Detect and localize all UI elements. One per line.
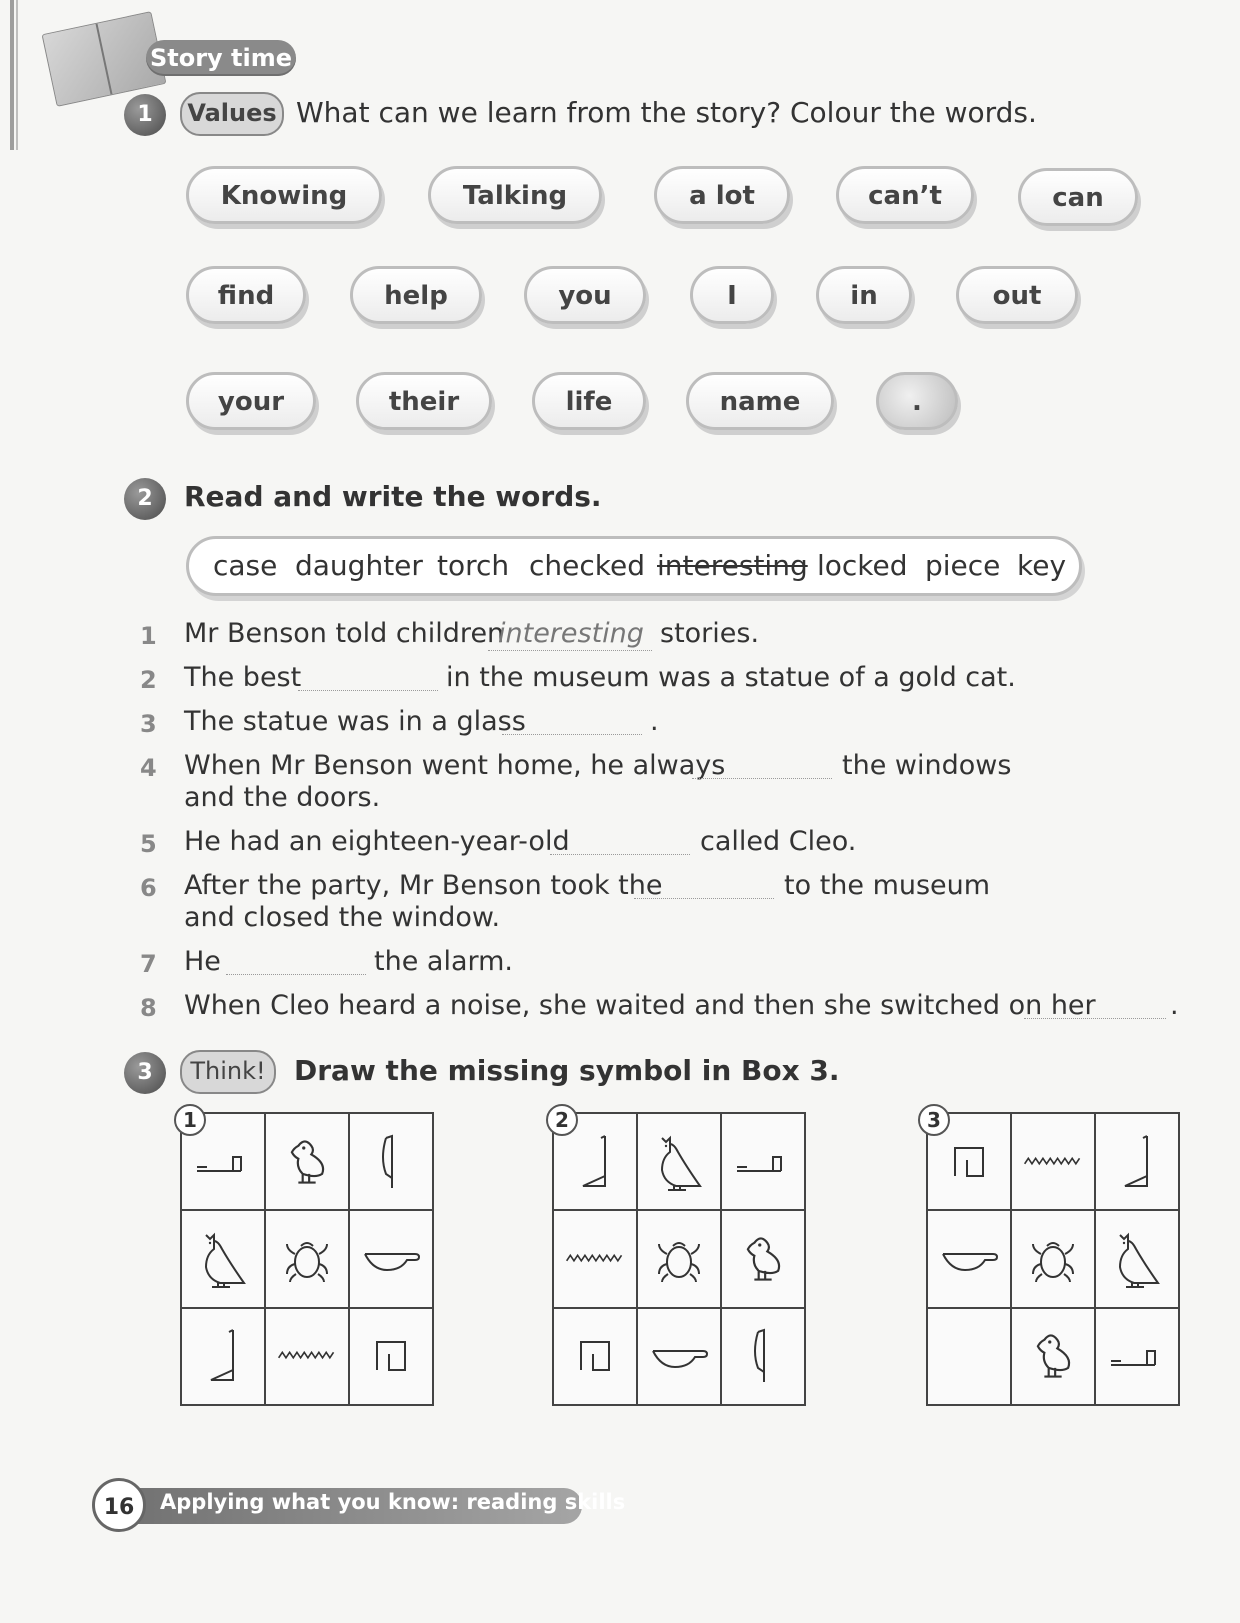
reed-symbol-icon	[349, 1113, 433, 1210]
example-answer: interesting	[498, 618, 644, 649]
sentence-number: 3	[140, 710, 157, 738]
box-word-crossed-out: interesting	[657, 549, 808, 582]
word-bubble[interactable]: your	[186, 372, 316, 430]
sentence-number: 7	[140, 950, 157, 978]
word-bubble[interactable]: find	[186, 266, 306, 324]
sentence-number: 5	[140, 830, 157, 858]
box-word: locked	[817, 549, 908, 582]
sentence-text: The best	[184, 662, 302, 693]
word-bubble[interactable]: name	[686, 372, 834, 430]
leg-symbol-icon	[1095, 1113, 1179, 1210]
sentence-text: stories.	[660, 618, 760, 649]
sentence-text: When Mr Benson went home, he always	[184, 750, 726, 781]
exercise-2-number: 2	[124, 478, 166, 520]
answer-blank[interactable]	[298, 690, 438, 691]
box-label: 1	[174, 1104, 206, 1136]
exercise-1-instruction: What can we learn from the story? Colour the words.	[296, 96, 1037, 129]
bird-symbol-icon	[721, 1210, 805, 1307]
answer-blank[interactable]	[1024, 1018, 1166, 1019]
sentence-text: called Cleo.	[700, 826, 857, 857]
word-box	[186, 536, 1082, 596]
page-binding-line	[16, 0, 18, 150]
exercise-3-instruction: Draw the missing symbol in Box 3.	[294, 1054, 840, 1087]
beetle-symbol-icon	[1011, 1210, 1095, 1307]
word-bubble[interactable]: Knowing	[186, 166, 382, 224]
box-word: piece	[925, 549, 1001, 582]
word-bubble[interactable]: their	[356, 372, 492, 430]
footer-title: Applying what you know: reading skills	[160, 1490, 626, 1514]
water-symbol-icon	[553, 1210, 637, 1307]
sentence-number: 2	[140, 666, 157, 694]
answer-blank[interactable]	[226, 974, 366, 975]
hand-symbol-icon	[721, 1113, 805, 1210]
sentence-number: 1	[140, 622, 157, 650]
sentence-number: 8	[140, 994, 157, 1022]
word-bubble[interactable]: you	[524, 266, 646, 324]
bird-symbol-icon	[1011, 1308, 1095, 1405]
sentence-text: in the museum was a statue of a gold cat.	[446, 662, 1016, 693]
empty-drawing-cell[interactable]	[927, 1308, 1011, 1405]
beetle-symbol-icon	[637, 1210, 721, 1307]
basket-symbol-icon	[927, 1210, 1011, 1307]
symbol-box-2	[552, 1112, 806, 1406]
box-word: daughter	[295, 549, 423, 582]
word-bubble[interactable]: Talking	[428, 166, 602, 224]
box-word: checked	[529, 549, 645, 582]
values-tag: Values	[180, 92, 284, 136]
answer-blank[interactable]	[488, 650, 652, 651]
answer-blank[interactable]	[502, 734, 642, 735]
sentence-text: He had an eighteen-year-old	[184, 826, 570, 857]
exercise-1-number: 1	[124, 94, 166, 136]
sentence-text: .	[1170, 990, 1179, 1021]
think-tag: Think!	[180, 1050, 276, 1094]
sentence-text: .	[650, 706, 659, 737]
answer-blank[interactable]	[692, 778, 832, 779]
box-label: 2	[546, 1104, 578, 1136]
word-bubble[interactable]: life	[532, 372, 646, 430]
sentence-text: the windows	[842, 750, 1012, 781]
basket-symbol-icon	[637, 1308, 721, 1405]
box-word: torch	[437, 549, 510, 582]
word-bubble[interactable]: out	[956, 266, 1078, 324]
sentence-text: When Cleo heard a noise, she waited and then she switched on her	[184, 990, 1096, 1021]
bird-symbol-icon	[265, 1113, 349, 1210]
shelter-symbol-icon	[553, 1308, 637, 1405]
box-label: 3	[918, 1104, 950, 1136]
hand-symbol-icon	[1095, 1308, 1179, 1405]
answer-blank[interactable]	[550, 854, 690, 855]
symbol-box-3	[926, 1112, 1180, 1406]
sentence-text: Mr Benson told children	[184, 618, 505, 649]
water-symbol-icon	[1011, 1113, 1095, 1210]
owl-symbol-icon	[181, 1210, 265, 1307]
answer-blank[interactable]	[634, 898, 774, 899]
sentence-number: 4	[140, 754, 157, 782]
symbol-box-1	[180, 1112, 434, 1406]
exercise-3-number: 3	[124, 1052, 166, 1094]
story-time-banner: Story time	[146, 40, 296, 76]
sentence-text: and the doors.	[184, 782, 381, 813]
reed-symbol-icon	[721, 1308, 805, 1405]
owl-symbol-icon	[637, 1113, 721, 1210]
word-bubble[interactable]: can	[1018, 168, 1138, 226]
sentence-text: After the party, Mr Benson took the	[184, 870, 663, 901]
basket-symbol-icon	[349, 1210, 433, 1307]
sentence-text: He	[184, 946, 221, 977]
word-bubble[interactable]: I	[690, 266, 774, 324]
box-word: case	[213, 549, 278, 582]
beetle-symbol-icon	[265, 1210, 349, 1307]
word-bubble[interactable]: can’t	[836, 166, 974, 224]
word-bubble[interactable]: help	[350, 266, 482, 324]
word-bubble[interactable]: a lot	[654, 166, 790, 224]
sentence-text: The statue was in a glass	[184, 706, 526, 737]
sentence-text: to the museum	[784, 870, 991, 901]
water-symbol-icon	[265, 1308, 349, 1405]
page-binding	[10, 0, 14, 150]
word-bubble-full-stop[interactable]: .	[876, 372, 958, 430]
exercise-2-instruction: Read and write the words.	[184, 480, 602, 513]
shelter-symbol-icon	[349, 1308, 433, 1405]
sentence-number: 6	[140, 874, 157, 902]
box-word: key	[1017, 549, 1067, 582]
word-bubble[interactable]: in	[816, 266, 912, 324]
leg-symbol-icon	[181, 1308, 265, 1405]
page-number: 16	[92, 1478, 146, 1532]
owl-symbol-icon	[1095, 1210, 1179, 1307]
sentence-text: the alarm.	[374, 946, 513, 977]
sentence-text: and closed the window.	[184, 902, 501, 933]
